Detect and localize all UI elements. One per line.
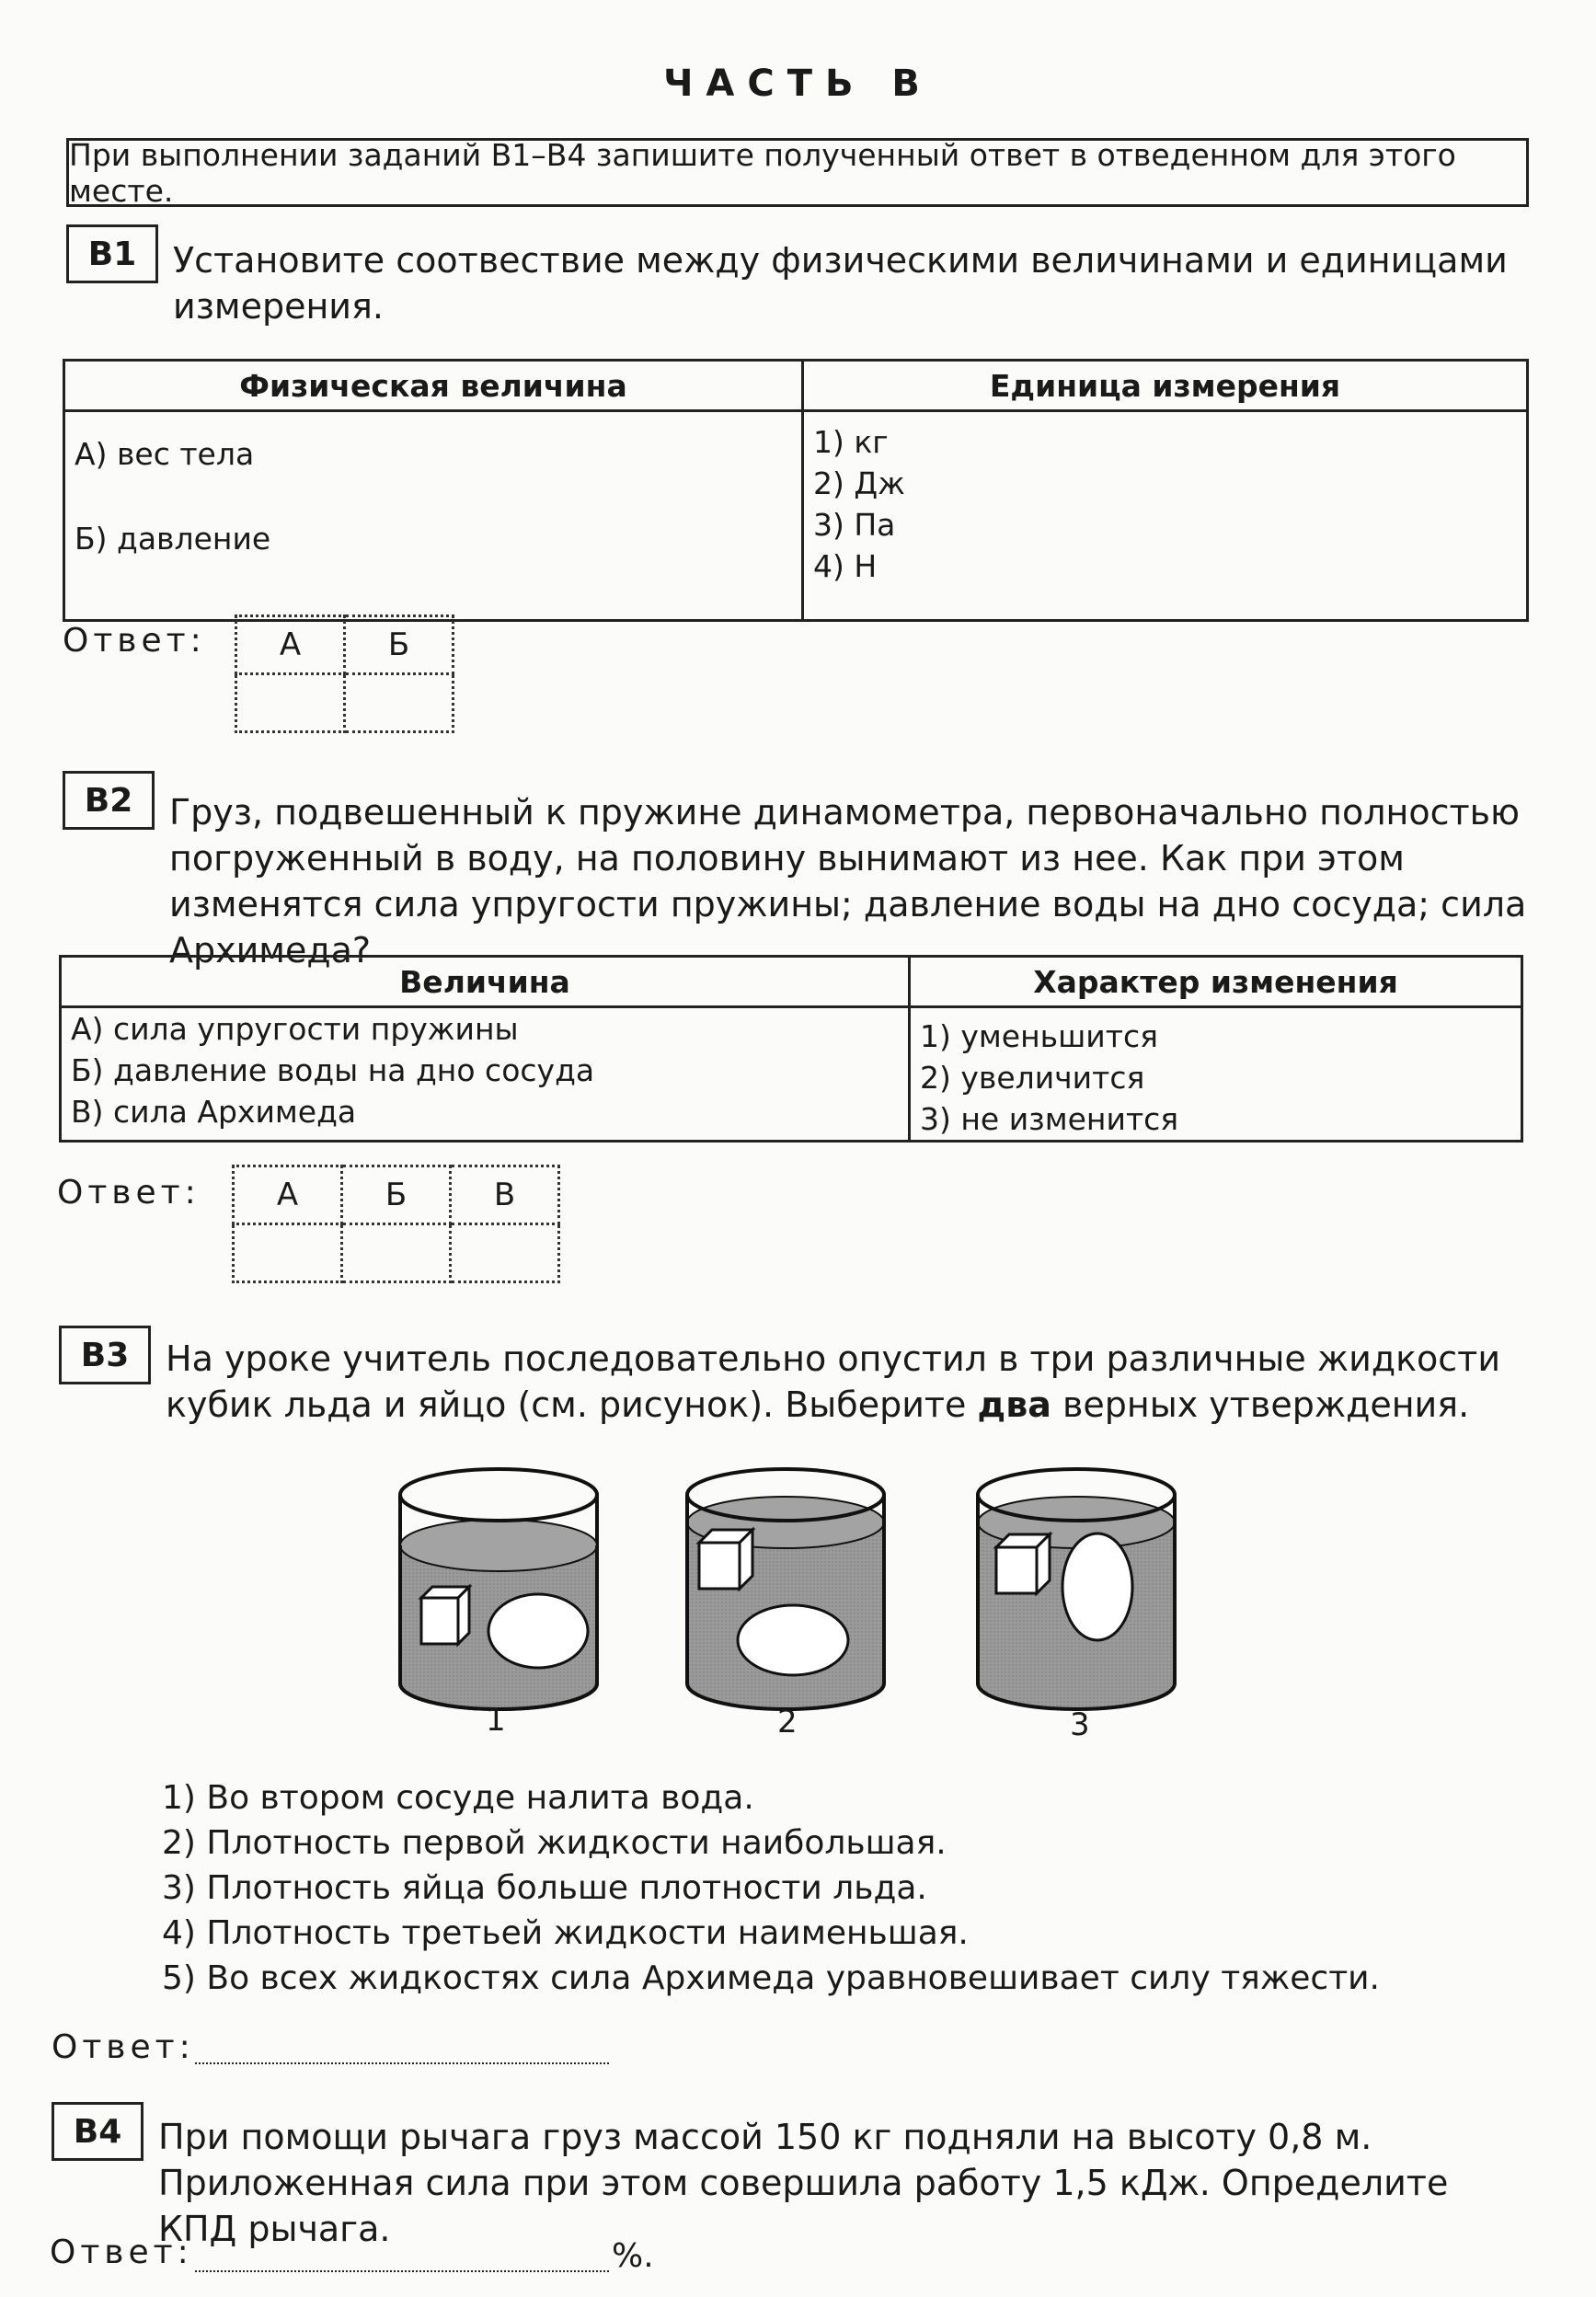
- b2-right-cell: [910, 1007, 1522, 1142]
- ice-cube-3: [996, 1534, 1050, 1593]
- b2-answer-cell-a[interactable]: [234, 1224, 342, 1282]
- b1-right-item: 3) Па: [813, 507, 896, 543]
- b3-statements: [162, 1775, 1533, 2001]
- instruction-box: При выполнении заданий В1–В4 запишите полученный ответ в отведенном для этого месте.: [66, 138, 1529, 207]
- vessel-label-1: 1: [486, 1702, 506, 1739]
- b1-answer-cell-b[interactable]: [345, 674, 454, 732]
- b2-col1-header: Величина: [61, 957, 910, 1007]
- b2-matching-table: [59, 955, 1523, 1143]
- b2-answer-grid: [232, 1165, 560, 1283]
- b1-right-cell: [803, 411, 1528, 621]
- b3-statement: 3) Плотность яйца больше плотности льда.: [162, 1869, 927, 1907]
- b1-right-item: 4) Н: [813, 548, 878, 584]
- task-tag-b3: В3: [59, 1326, 151, 1384]
- b4-question-text: При помощи рычага груз массой 150 кг подняли на высоту 0,8 м. Приложенная сила при этом совершила работу 1,5 кДж. Определите КПД рычага.: [158, 2117, 1449, 2249]
- vessel-2: [687, 1469, 884, 1709]
- b3-statement: 2) Плотность первой жидкости наибольшая.: [162, 1824, 947, 1862]
- b3-question-text: На уроке учитель последовательно опустил в три различные жидкости кубик льда и яйцо (см. рисунок). Выберите два верных утверждения.: [166, 1338, 1501, 1425]
- task-tag-b4: В4: [52, 2102, 144, 2161]
- vessel-label-2: 2: [777, 1704, 798, 1740]
- b4-answer-label: Ответ:: [50, 2234, 193, 2271]
- b1-answer-header: Б: [345, 616, 454, 674]
- b3-answer-line[interactable]: [195, 2062, 609, 2064]
- b1-answer-header: А: [236, 616, 345, 674]
- b3-statement: 5) Во всех жидкостях сила Архимеда уравновешивает силу тяжести.: [162, 1959, 1381, 1997]
- b2-answer-header: А: [234, 1166, 342, 1224]
- b2-right-item: 3) не изменится: [920, 1101, 1179, 1137]
- b1-answer-grid: [235, 614, 454, 733]
- ice-cube-1: [421, 1587, 469, 1644]
- b2-col2-header: Характер изменения: [910, 957, 1522, 1007]
- vessel-1: [400, 1469, 597, 1709]
- b2-right-item: 2) увеличится: [920, 1060, 1145, 1096]
- b1-left-cell: [64, 411, 803, 621]
- b2-question-text: Груз, подвешенный к пружине динамометра, первоначально полностью погруженный в воду, на половину вынимают из нее. Как при этом изменятся сила упругости пружины; давление воды на дно сосуда; сила Архимеда?: [169, 792, 1527, 970]
- b2-answer-label: Ответ:: [57, 1174, 201, 1212]
- part-title: ЧАСТЬ В: [663, 63, 933, 105]
- b2-answer-cell-c[interactable]: [451, 1224, 559, 1282]
- b4-answer-line[interactable]: [195, 2270, 609, 2272]
- vessel-label-3: 3: [1070, 1706, 1090, 1743]
- task-tag-b1: В1: [66, 224, 158, 283]
- egg-3: [1062, 1533, 1132, 1640]
- b2-left-cell: [61, 1007, 910, 1142]
- b2-left-item: А) сила упругости пружины: [71, 1011, 519, 1047]
- b1-answer-label: Ответ:: [63, 622, 206, 660]
- b1-col2-header: Единица измерения: [803, 361, 1528, 411]
- ice-cube-2: [699, 1530, 752, 1589]
- b1-question-text: Установите соотвествие между физическими величинами и единицами измерения.: [173, 240, 1508, 327]
- b1-right-item: 1) кг: [813, 424, 889, 460]
- b2-right-item: 1) уменьшится: [920, 1018, 1158, 1054]
- b2-answer-header: В: [451, 1166, 559, 1224]
- b1-matching-table: [63, 359, 1529, 622]
- b1-left-item: Б) давление: [75, 521, 271, 557]
- egg-2: [738, 1605, 848, 1675]
- b1-right-item: 2) Дж: [813, 465, 905, 501]
- egg-1: [488, 1594, 588, 1668]
- b3-statement: 4) Плотность третьей жидкости наименьшая.: [162, 1914, 969, 1952]
- b3-answer-label: Ответ:: [52, 2028, 195, 2066]
- b2-answer-header: Б: [342, 1166, 451, 1224]
- b2-answer-cell-b[interactable]: [342, 1224, 451, 1282]
- b4-unit: %.: [612, 2237, 654, 2275]
- b1-col1-header: Физическая величина: [64, 361, 803, 411]
- b1-left-item: А) вес тела: [75, 436, 255, 472]
- b2-left-item: Б) давление воды на дно сосуда: [71, 1052, 595, 1088]
- task-tag-b2: В2: [63, 771, 155, 830]
- b2-left-item: В) сила Архимеда: [71, 1094, 357, 1130]
- vessel-3: [978, 1469, 1175, 1709]
- b3-statement: 1) Во втором сосуде налита вода.: [162, 1779, 754, 1817]
- b1-answer-cell-a[interactable]: [236, 674, 345, 732]
